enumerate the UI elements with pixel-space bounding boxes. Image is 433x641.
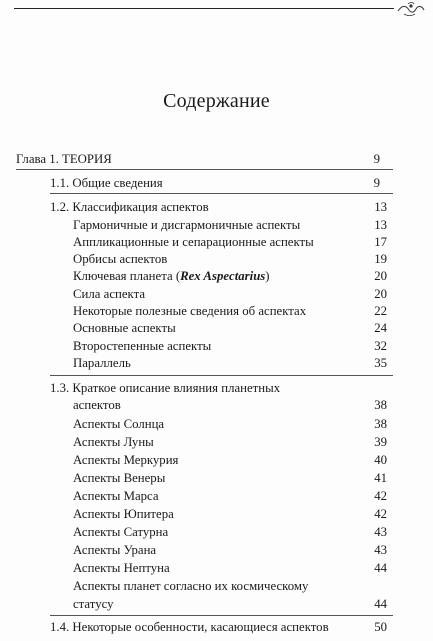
- toc-item-cosmic-status[interactable]: Аспекты планет согласно их космическому: [73, 579, 309, 593]
- toc-item-aspect-strength[interactable]: Сила аспекта: [73, 287, 146, 301]
- toc-section-1-2[interactable]: 1.2. Классификация аспектов: [50, 200, 209, 214]
- toc-section-1-1[interactable]: 1.1. Общие сведения: [50, 176, 163, 190]
- toc-page-number: 38: [374, 417, 387, 431]
- toc-item-venus-aspects[interactable]: Аспекты Венеры: [73, 471, 166, 485]
- toc-separator: [50, 615, 393, 616]
- toc-page-number: 13: [374, 200, 387, 214]
- toc-page-number: 13: [374, 218, 387, 232]
- toc-item-harmonious-aspects[interactable]: Гармоничные и дисгармоничные аспекты: [73, 218, 301, 232]
- toc-item-key-planet-close: ): [265, 269, 270, 283]
- toc-item-moon-aspects[interactable]: Аспекты Луны: [73, 435, 154, 449]
- toc-section-1-4[interactable]: 1.4. Некоторые особенности, касающиеся аспектов: [50, 620, 329, 634]
- toc-page-number: 35: [374, 356, 387, 370]
- toc-item-mars-aspects[interactable]: Аспекты Марса: [73, 489, 159, 503]
- toc-page-number: 41: [374, 471, 387, 485]
- toc-item-cosmic-status-continued[interactable]: статусу: [73, 597, 114, 611]
- toc-item-applying-aspects[interactable]: Аппликационные и сепарационные аспекты: [73, 235, 314, 249]
- toc-page-number: 9: [373, 176, 380, 190]
- toc-page-number: 19: [374, 252, 387, 266]
- toc-item-jupiter-aspects[interactable]: Аспекты Юпитера: [73, 507, 174, 521]
- toc-page-number: 43: [374, 525, 387, 539]
- toc-page-number: 22: [374, 304, 387, 318]
- toc-separator: [50, 193, 393, 194]
- toc-item-neptune-aspects[interactable]: Аспекты Нептуна: [73, 561, 170, 575]
- toc-item-useful-info[interactable]: Некоторые полезные сведения об аспектах: [73, 304, 307, 318]
- toc-page-number: 9: [373, 152, 380, 166]
- toc-page-number: 24: [374, 321, 387, 335]
- toc-section-1-3-continued[interactable]: аспектов: [73, 398, 121, 412]
- toc-page-number: 40: [374, 453, 387, 467]
- toc-item-mercury-aspects[interactable]: Аспекты Меркурия: [73, 453, 179, 467]
- toc-item-parallel[interactable]: Параллель: [73, 356, 131, 370]
- toc-item-minor-aspects[interactable]: Второстепенные аспекты: [73, 339, 212, 353]
- toc-page-number: 42: [374, 489, 387, 503]
- toc-separator: [16, 169, 393, 170]
- toc-item-saturn-aspects[interactable]: Аспекты Сатурна: [73, 525, 169, 539]
- toc-page-number: 50: [374, 620, 387, 634]
- toc-item-key-planet-text: Ключевая планета (: [73, 269, 181, 283]
- toc-page-number: 20: [374, 269, 387, 283]
- toc-page-number: 17: [374, 235, 387, 249]
- toc-page-number: 43: [374, 543, 387, 557]
- toc-page-number: 32: [374, 339, 387, 353]
- toc-page-number: 42: [374, 507, 387, 521]
- page-title: Содержание: [163, 90, 270, 112]
- toc-separator: [50, 375, 393, 376]
- toc-item-uranus-aspects[interactable]: Аспекты Урана: [73, 543, 157, 557]
- toc-item-orbs[interactable]: Орбисы аспектов: [73, 252, 168, 266]
- toc-page-number: 38: [374, 398, 387, 412]
- toc-page-number: 20: [374, 287, 387, 301]
- toc-item-key-planet[interactable]: [73, 268, 270, 284]
- toc-chapter-1[interactable]: Глава 1. ТЕОРИЯ: [16, 152, 112, 166]
- toc-item-major-aspects[interactable]: Основные аспекты: [73, 321, 176, 335]
- toc-page-number: 44: [374, 561, 387, 575]
- toc-page-number: 44: [374, 597, 387, 611]
- toc-item-sun-aspects[interactable]: Аспекты Солнца: [73, 417, 165, 431]
- toc-item-key-planet-latin: Rex Aspectarius: [180, 269, 266, 283]
- toc-page-number: 39: [374, 435, 387, 449]
- toc-section-1-3[interactable]: 1.3. Краткое описание влияния планетных: [50, 381, 281, 395]
